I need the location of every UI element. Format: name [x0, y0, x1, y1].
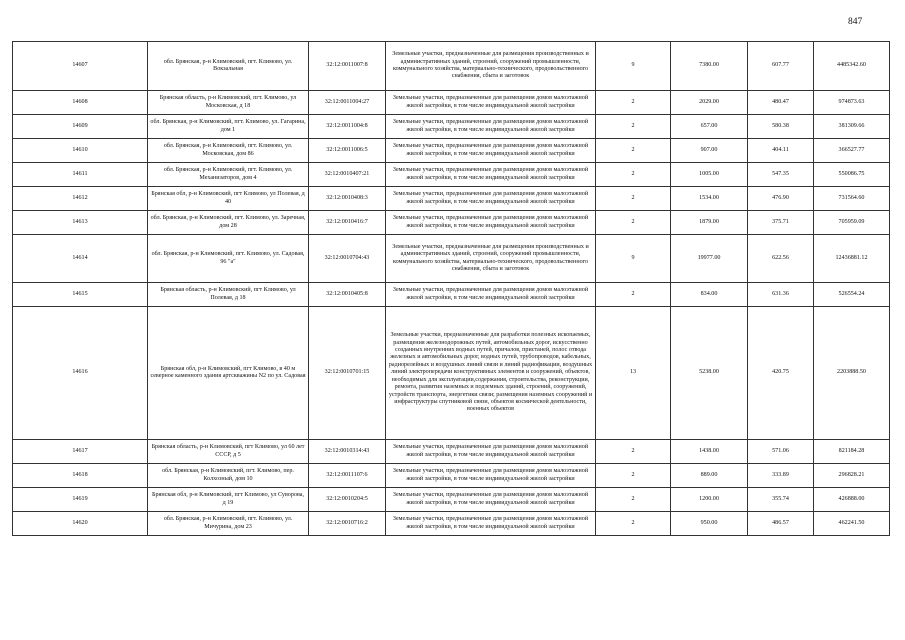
table-row	[13, 307, 890, 440]
cadastral-value-cell: 731564.60	[814, 187, 890, 211]
land-use-cell: Земельные участки, предназначенные для размещения домов малоэтажной жилой застройки, в том числе индивидуальной жилой застройки	[386, 187, 596, 211]
table-row	[13, 235, 890, 283]
cadastral-value-cell: 2203888.50	[814, 307, 890, 440]
cadastral-value-cell: 381309.66	[814, 115, 890, 139]
land-use-cell: Земельные участки, предназначенные для размещения домов малоэтажной жилой застройки, в том числе индивидуальной жилой застройки	[386, 163, 596, 187]
table-row	[13, 464, 890, 488]
cadastral-value-cell: 705959.09	[814, 211, 890, 235]
use-group-cell: 9	[596, 235, 671, 283]
specific-value-cell: 476.90	[748, 187, 814, 211]
area-cell: 1005.00	[671, 163, 748, 187]
area-cell: 7380.00	[671, 42, 748, 91]
use-group-cell: 2	[596, 115, 671, 139]
cadastral-number-cell: 32:12:0010701:15	[309, 307, 386, 440]
cadastral-value-cell: 526554.24	[814, 283, 890, 307]
use-group-cell: 2	[596, 187, 671, 211]
cadastral-value-cell: 4485342.60	[814, 42, 890, 91]
cadastral-number-cell: 32:12:0011004:8	[309, 115, 386, 139]
cadastral-number-cell: 32:12:0010314:43	[309, 440, 386, 464]
table-row	[13, 187, 890, 211]
specific-value-cell: 375.71	[748, 211, 814, 235]
use-group-cell: 2	[596, 488, 671, 512]
address-cell: Брянская область, р-н Климовский, пгт. Климово, ул Московская, д 18	[148, 91, 309, 115]
use-group-cell: 2	[596, 440, 671, 464]
row-id-cell: 14607	[13, 42, 148, 91]
row-id-cell: 14612	[13, 187, 148, 211]
row-id-cell: 14616	[13, 307, 148, 440]
cadastral-value-cell: 296828.21	[814, 464, 890, 488]
area-cell: 889.00	[671, 464, 748, 488]
specific-value-cell: 622.56	[748, 235, 814, 283]
row-id-cell: 14620	[13, 512, 148, 536]
use-group-cell: 9	[596, 42, 671, 91]
area-cell: 657.00	[671, 115, 748, 139]
cadastral-number-cell: 32:12:0010408:3	[309, 187, 386, 211]
use-group-cell: 2	[596, 283, 671, 307]
use-group-cell: 2	[596, 91, 671, 115]
cadastral-number-cell: 32:12:0010416:7	[309, 211, 386, 235]
use-group-cell: 2	[596, 211, 671, 235]
land-registry-table	[12, 41, 890, 536]
cadastral-value-cell: 366527.77	[814, 139, 890, 163]
specific-value-cell: 486.57	[748, 512, 814, 536]
area-cell: 1438.00	[671, 440, 748, 464]
specific-value-cell: 571.06	[748, 440, 814, 464]
row-id-cell: 14609	[13, 115, 148, 139]
specific-value-cell: 404.11	[748, 139, 814, 163]
cadastral-value-cell: 12436881.12	[814, 235, 890, 283]
use-group-cell: 2	[596, 139, 671, 163]
row-id-cell: 14618	[13, 464, 148, 488]
cadastral-number-cell: 32:12:0011006:5	[309, 139, 386, 163]
area-cell: 907.00	[671, 139, 748, 163]
address-cell: обл. Брянская, р-н Климовский, пгт. Климово, ул. Московская, дом 86	[148, 139, 309, 163]
land-use-cell: Земельные участки, предназначенные для размещения домов малоэтажной жилой застройки, в том числе индивидуальной жилой застройки	[386, 440, 596, 464]
address-cell: обл. Брянская, р-н Климовский, пгт. Климово, ул. Механизаторов, дом 4	[148, 163, 309, 187]
address-cell: Брянская обл, р-н Климовский, пгт Климово, в 40 м северное каменного здания артскважины N2 по ул. Садовая	[148, 307, 309, 440]
cadastral-number-cell: 32:12:0011004:27	[309, 91, 386, 115]
table-row	[13, 211, 890, 235]
cadastral-number-cell: 32:12:0011107:6	[309, 464, 386, 488]
use-group-cell: 2	[596, 512, 671, 536]
use-group-cell: 2	[596, 464, 671, 488]
land-use-cell: Земельные участки, предназначенные для размещения домов малоэтажной жилой застройки, в том числе индивидуальной жилой застройки	[386, 512, 596, 536]
address-cell: Брянская обл, р-н Климовский, пгт Климово, ул Полевая, д 40	[148, 187, 309, 211]
address-cell: обл. Брянская, р-н Климовский, пгт. Климово, пер. Колхозный, дом 10	[148, 464, 309, 488]
cadastral-value-cell: 462241.50	[814, 512, 890, 536]
land-use-cell: Земельные участки, предназначенные для размещения домов малоэтажной жилой застройки, в том числе индивидуальной жилой застройки	[386, 488, 596, 512]
use-group-cell: 2	[596, 163, 671, 187]
address-cell: обл. Брянская, р-н Климовский, пгт. Климово, ул. Заречная, дом 28	[148, 211, 309, 235]
area-cell: 950.00	[671, 512, 748, 536]
cadastral-number-cell: 32:12:0010407:21	[309, 163, 386, 187]
area-cell: 834.00	[671, 283, 748, 307]
address-cell: обл. Брянская, р-н Климовский, пгт. Климово, ул. Вокзальная	[148, 42, 309, 91]
cadastral-number-cell: 32:12:0010704:43	[309, 235, 386, 283]
land-use-cell: Земельные участки, предназначенные для разработки полезных ископаемых, размещения железнодорожных путей, автомобильных дорог, искусственно созданных внутренних водных путей, причалов, пристаней, полос отвода железных и автомобильных дорог, водных путей, трубопроводов, кабельных, радиорелейных и воздушных линий связи и линий радиофикации, воздушных линий электропередачи конструктивных элементов и сооружений, объектов, необходимых для эксплуатации,содержания, строительства, реконструкции, ремонта, развития наземных и подземных зданий, строений, сооружений, устройств транспорта, энергетики связи; размещения наземных сооружений и инфраструктуры спутниковой связи, объектов космической деятельности, военных объектов	[386, 307, 596, 440]
cadastral-value-cell: 974873.63	[814, 91, 890, 115]
land-use-cell: Земельные участки, предназначенные для размещения домов малоэтажной жилой застройки, в том числе индивидуальной жилой застройки	[386, 139, 596, 163]
row-id-cell: 14614	[13, 235, 148, 283]
area-cell: 1534.00	[671, 187, 748, 211]
table-row	[13, 42, 890, 91]
address-cell: Брянская область, р-н Климовский, пгт Климово, ул Полевая, д 18	[148, 283, 309, 307]
row-id-cell: 14617	[13, 440, 148, 464]
land-use-cell: Земельные участки, предназначенные для размещения производственных и административных зданий, строений, сооружений промышленности, коммунального хозяйства, материально-технического, продовольственного снабжения, сбыта и заготовок	[386, 235, 596, 283]
table-row	[13, 91, 890, 115]
table-row	[13, 115, 890, 139]
row-id-cell: 14615	[13, 283, 148, 307]
page-number: 847	[848, 17, 863, 27]
table-row	[13, 512, 890, 536]
specific-value-cell: 547.35	[748, 163, 814, 187]
address-cell: обл. Брянская, р-н Климовский, пгт. Климово, ул. Гагарина, дом 1	[148, 115, 309, 139]
cadastral-number-cell: 32:12:0011007:8	[309, 42, 386, 91]
land-use-cell: Земельные участки, предназначенные для размещения производственных и административных зданий, строений, сооружений промышленности, коммунального хозяйства, материально-технического, продовольственного снабжения, сбыта и заготовок	[386, 42, 596, 91]
area-cell: 1879.00	[671, 211, 748, 235]
table-row	[13, 139, 890, 163]
address-cell: Брянская область, р-н Климовский, пгт Климово, ул 60 лет СССР, д 5	[148, 440, 309, 464]
land-use-cell: Земельные участки, предназначенные для размещения домов малоэтажной жилой застройки, в том числе индивидуальной жилой застройки	[386, 211, 596, 235]
cadastral-number-cell: 32:12:0010204:5	[309, 488, 386, 512]
area-cell: 1200.00	[671, 488, 748, 512]
specific-value-cell: 420.75	[748, 307, 814, 440]
area-cell: 2029.00	[671, 91, 748, 115]
cadastral-value-cell: 821184.28	[814, 440, 890, 464]
use-group-cell: 13	[596, 307, 671, 440]
area-cell: 19977.00	[671, 235, 748, 283]
table-row	[13, 283, 890, 307]
address-cell: обл. Брянская, р-н Климовский, пгт. Климово, ул. Садовая, 96 "а"	[148, 235, 309, 283]
specific-value-cell: 355.74	[748, 488, 814, 512]
specific-value-cell: 333.89	[748, 464, 814, 488]
cadastral-value-cell: 550086.75	[814, 163, 890, 187]
row-id-cell: 14608	[13, 91, 148, 115]
table-row	[13, 440, 890, 464]
cadastral-number-cell: 32:12:0010716:2	[309, 512, 386, 536]
land-use-cell: Земельные участки, предназначенные для размещения домов малоэтажной жилой застройки, в том числе индивидуальной жилой застройки	[386, 91, 596, 115]
address-cell: Брянская обл, р-н Климовский, пгт Климово, ул Суворова, д 19	[148, 488, 309, 512]
row-id-cell: 14610	[13, 139, 148, 163]
specific-value-cell: 480.47	[748, 91, 814, 115]
land-use-cell: Земельные участки, предназначенные для размещения домов малоэтажной жилой застройки, в том числе индивидуальной жилой застройки	[386, 464, 596, 488]
cadastral-value-cell: 426888.00	[814, 488, 890, 512]
cadastral-number-cell: 32:12:0010405:8	[309, 283, 386, 307]
row-id-cell: 14613	[13, 211, 148, 235]
specific-value-cell: 607.77	[748, 42, 814, 91]
row-id-cell: 14619	[13, 488, 148, 512]
area-cell: 5238.00	[671, 307, 748, 440]
address-cell: обл. Брянская, р-н Климовский, пгт. Климово, ул. Мичурина, дом 23	[148, 512, 309, 536]
table-row	[13, 163, 890, 187]
table-row	[13, 488, 890, 512]
land-use-cell: Земельные участки, предназначенные для размещения домов малоэтажной жилой застройки, в том числе индивидуальной жилой застройки	[386, 115, 596, 139]
row-id-cell: 14611	[13, 163, 148, 187]
specific-value-cell: 631.36	[748, 283, 814, 307]
land-use-cell: Земельные участки, предназначенные для размещения домов малоэтажной жилой застройки, в том числе индивидуальной жилой застройки	[386, 283, 596, 307]
specific-value-cell: 580.38	[748, 115, 814, 139]
